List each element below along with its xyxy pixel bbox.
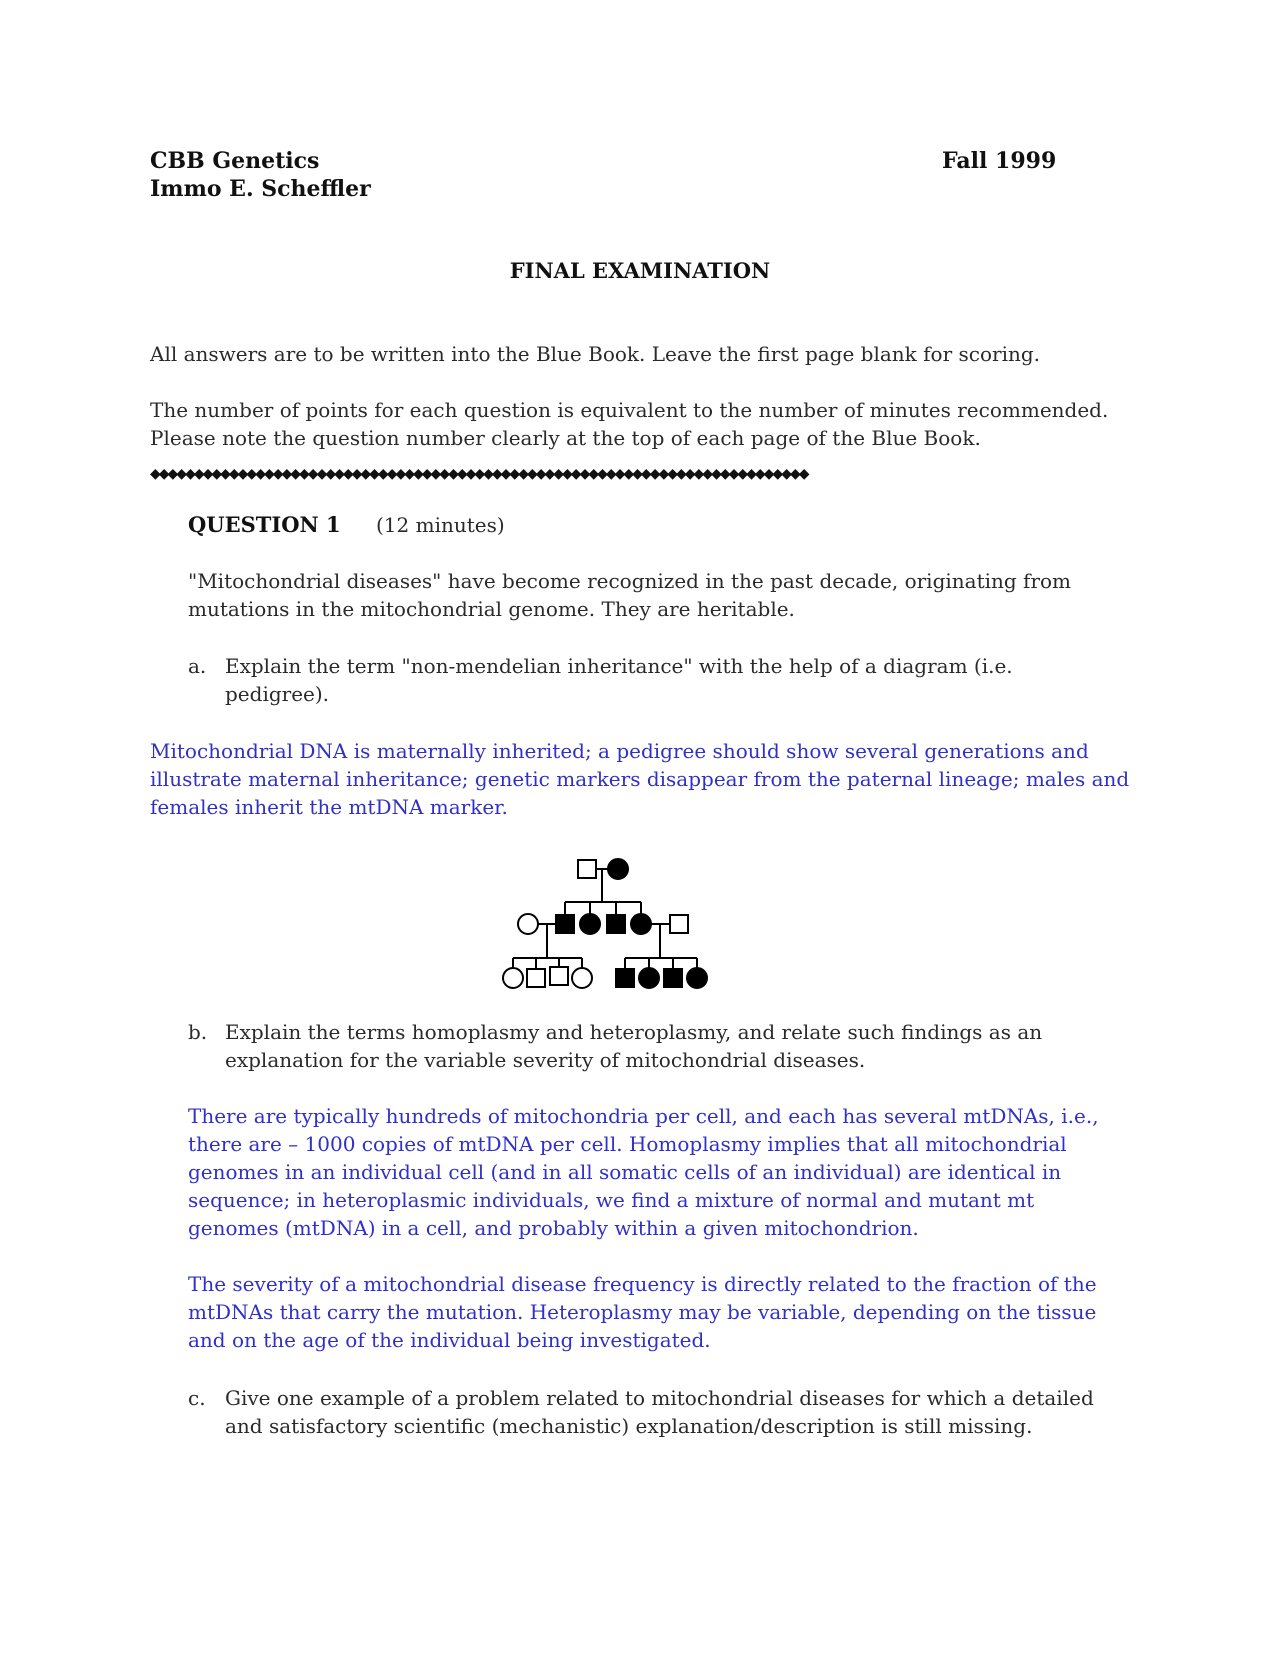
part-a-label: a.	[188, 654, 207, 678]
pedigree-female-unaffected	[518, 914, 538, 934]
answer-line: there are – 1000 copies of mtDNA per cell. Homoplasmy implies that all mitochondrial	[188, 1132, 1067, 1156]
pedigree-female-affected	[608, 859, 628, 879]
part-a-answer	[150, 737, 1129, 821]
course-name: CBB Genetics	[150, 148, 320, 174]
instruction-line-1: All answers are to be written into the Blue Book. Leave the first page blank for scoring.	[150, 342, 1041, 366]
prompt-line: explanation for the variable severity of mitochondrial diseases.	[225, 1048, 866, 1072]
pedigree-male-unaffected	[578, 860, 596, 878]
part-c-label: c.	[188, 1386, 206, 1410]
pedigree-female-unaffected	[503, 968, 523, 988]
pedigree-female-affected	[580, 914, 600, 934]
part-b-answer-2	[188, 1270, 1097, 1354]
pedigree-female-affected	[631, 914, 651, 934]
prompt-line: Explain the term "non-mendelian inheritance" with the help of a diagram (i.e.	[225, 654, 1013, 678]
question-intro	[188, 567, 1071, 623]
instruction-line-2: The number of points for each question is equivalent to the number of minutes recommended.	[150, 398, 1109, 422]
term: Fall 1999	[942, 148, 1057, 174]
answer-line: illustrate maternal inheritance; genetic markers disappear from the paternal lineage; males and	[150, 767, 1130, 791]
answer-line: females inherit the mtDNA marker.	[150, 795, 508, 819]
intro-line: mutations in the mitochondrial genome. They are heritable.	[188, 597, 795, 621]
instructor-name: Immo E. Scheffler	[150, 176, 371, 202]
answer-line: and on the age of the individual being investigated.	[188, 1328, 711, 1352]
answer-line: The severity of a mitochondrial disease frequency is directly related to the fraction of the	[188, 1272, 1097, 1296]
instruction-line-3: Please note the question number clearly at the top of each page of the Blue Book.	[150, 426, 981, 450]
question-heading: QUESTION 1	[188, 512, 341, 537]
diamond-divider: ◆◆◆◆◆◆◆◆◆◆◆◆◆◆◆◆◆◆◆◆◆◆◆◆◆◆◆◆◆◆◆◆◆◆◆◆◆◆◆◆◆◆◆◆◆◆◆◆◆◆◆◆◆◆◆◆◆◆◆◆◆◆◆◆◆◆◆◆◆◆◆◆◆◆◆	[150, 466, 808, 482]
pedigree-male-affected	[607, 915, 625, 933]
prompt-line: and satisfactory scientific (mechanistic) explanation/description is still missing.	[225, 1414, 1033, 1438]
part-b-prompt	[225, 1018, 1042, 1074]
pedigree-male-unaffected	[527, 969, 545, 987]
answer-line: There are typically hundreds of mitochondria per cell, and each has several mtDNAs, i.e.,	[188, 1104, 1099, 1128]
question-time: (12 minutes)	[376, 513, 505, 537]
pedigree-diagram	[490, 850, 730, 1000]
pedigree-male-affected	[556, 915, 574, 933]
part-b-answer-1	[188, 1102, 1099, 1242]
pedigree-female-affected	[687, 968, 707, 988]
answer-line: genomes in an individual cell (and in all somatic cells of an individual) are identical in	[188, 1160, 1062, 1184]
part-c-prompt	[225, 1384, 1094, 1440]
answer-line: mtDNAs that carry the mutation. Heteroplasmy may be variable, depending on the tissue	[188, 1300, 1097, 1324]
intro-line: "Mitochondrial diseases" have become recognized in the past decade, originating from	[188, 569, 1072, 593]
answer-line: sequence; in heteroplasmic individuals, we find a mixture of normal and mutant mt	[188, 1188, 1035, 1212]
page-title: FINAL EXAMINATION	[509, 258, 771, 283]
pedigree-female-unaffected	[572, 968, 592, 988]
pedigree-male-unaffected	[550, 967, 568, 985]
pedigree-male-affected	[664, 969, 682, 987]
answer-line: Mitochondrial DNA is maternally inherited; a pedigree should show several generations and	[150, 739, 1089, 763]
pedigree-male-affected	[616, 969, 634, 987]
part-a-prompt	[225, 652, 1013, 708]
prompt-line: Give one example of a problem related to mitochondrial diseases for which a detailed	[225, 1386, 1094, 1410]
pedigree-male-unaffected	[670, 915, 688, 933]
answer-line: genomes (mtDNA) in a cell, and probably within a given mitochondrion.	[188, 1216, 919, 1240]
pedigree-female-affected	[639, 968, 659, 988]
part-b-label: b.	[188, 1020, 208, 1044]
prompt-line: Explain the terms homoplasmy and heteroplasmy, and relate such findings as an	[225, 1020, 1043, 1044]
prompt-line: pedigree).	[225, 682, 330, 706]
